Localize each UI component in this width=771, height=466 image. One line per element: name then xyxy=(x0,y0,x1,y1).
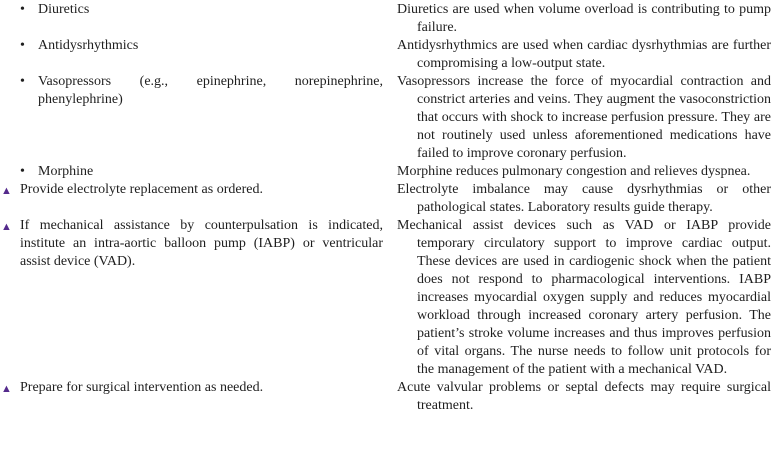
rationale-text: Acute valvular problems or septal defects may require surgical treatment. xyxy=(397,380,771,413)
intervention-text: Morphine xyxy=(38,164,94,179)
table-row xyxy=(0,1,771,37)
intervention-cell xyxy=(0,163,383,181)
rationale-text: Electrolyte imbalance may cause dysrhythmias or other pathological states. Laboratory results guide therapy. xyxy=(397,182,771,215)
rationale-cell xyxy=(397,181,771,217)
table-row xyxy=(0,163,771,181)
intervention-cell xyxy=(0,217,383,271)
rationale-cell xyxy=(397,163,771,181)
table-row xyxy=(0,37,771,73)
rationale-text: Vasopressors increase the force of myocardial contraction and constrict arteries and veins. They augment the vasoconstriction that occurs with shock to increase perfusion pressure. They are not routinely used unless aforementioned medications have failed to improve coronary perfusion. xyxy=(397,74,771,161)
intervention-text: Diuretics xyxy=(38,2,90,17)
rationale-text: Diuretics are used when volume overload is contributing to pump failure. xyxy=(397,2,771,35)
intervention-cell xyxy=(0,37,383,55)
intervention-cell xyxy=(0,1,383,19)
intervention-text: If mechanical assistance by counterpulsation is indicated, institute an intra-aortic balloon pump (IABP) or ventricular assist device (VAD). xyxy=(20,218,383,269)
table-row xyxy=(0,181,771,217)
rationale-cell xyxy=(397,73,771,163)
intervention-text: Vasopressors (e.g., epinephrine, norepinephrine, phenylephrine) xyxy=(38,74,383,107)
table-row xyxy=(0,217,771,379)
triangle-icon: ▲ xyxy=(1,383,12,395)
rationale-cell xyxy=(397,37,771,73)
rationale-text: Antidysrhythmics are used when cardiac dysrhythmias are further compromising a low-output state. xyxy=(397,38,771,71)
intervention-cell xyxy=(0,181,383,199)
bullet-icon: • xyxy=(20,164,25,179)
bullet-icon: • xyxy=(20,38,25,53)
rationale-cell xyxy=(397,217,771,379)
rationale-cell xyxy=(397,1,771,37)
rationale-text: Mechanical assist devices such as VAD or IABP provide temporary circulatory support to improve cardiac output. These devices are used in cardiogenic shock when the patient does not respond to pharmacological interventions. IABP increases myocardial oxygen supply and reduces myocardial workload through increased coronary artery perfusion. The patient’s stroke volume increases and thus improves perfusion of vital organs. The nurse needs to follow unit protocols for the management of the patient with a mechanical VAD. xyxy=(397,218,771,377)
triangle-icon: ▲ xyxy=(1,185,12,197)
triangle-icon: ▲ xyxy=(1,221,12,233)
intervention-text: Antidysrhythmics xyxy=(38,38,139,53)
table-row xyxy=(0,379,771,415)
intervention-cell xyxy=(0,379,383,397)
table-row xyxy=(0,73,771,163)
intervention-cell xyxy=(0,73,383,109)
bullet-icon: • xyxy=(20,2,25,17)
intervention-text: Prepare for surgical intervention as needed. xyxy=(20,380,264,395)
rationale-cell xyxy=(397,379,771,415)
bullet-icon: • xyxy=(20,74,25,89)
rationale-text: Morphine reduces pulmonary congestion and relieves dyspnea. xyxy=(397,164,751,179)
intervention-text: Provide electrolyte replacement as ordered. xyxy=(20,182,263,197)
